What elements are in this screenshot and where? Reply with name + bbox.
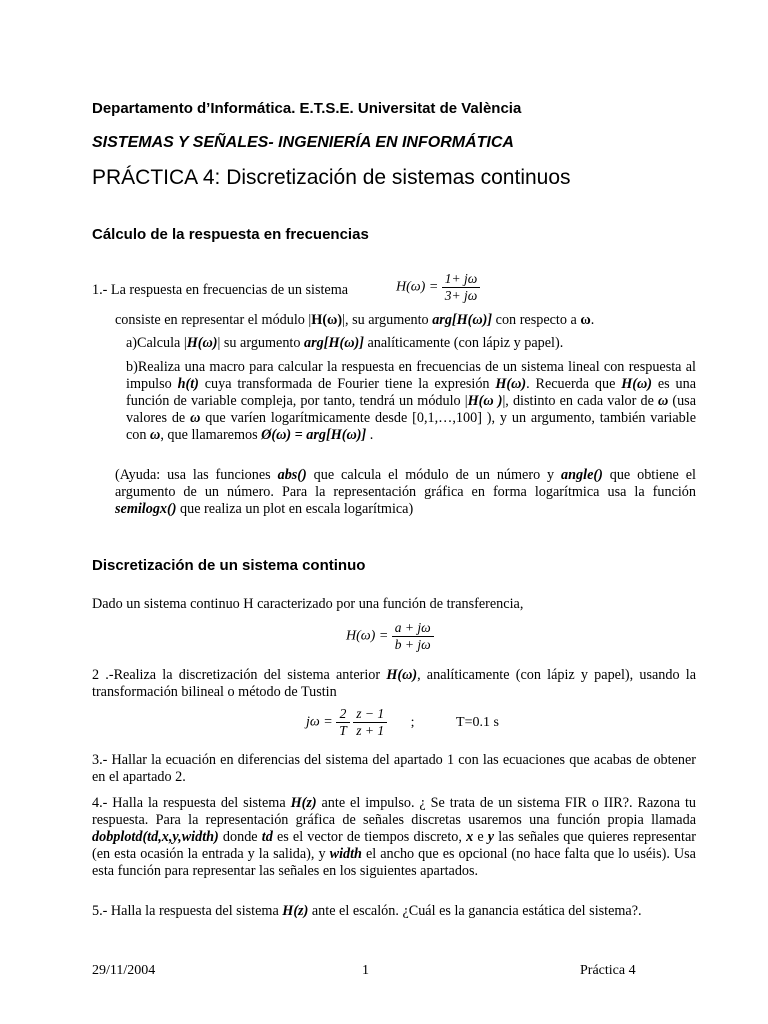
equation-2-numerator: a + jω bbox=[394, 620, 431, 635]
equation-2 bbox=[346, 620, 434, 653]
equation-2-denominator: b + jω bbox=[392, 636, 434, 653]
section-heading-frequency: Cálculo de la respuesta en frecuencias bbox=[92, 226, 369, 243]
equation-2-fraction bbox=[392, 620, 434, 653]
question-1b: b)Realiza una macro para calcular la respuesta en frecuencias de un sistema lineal con respuesta al impulso h(t) cuya transformada de Fourier tiene la expresión H(ω). Recuerda que H(ω) es una función de variable compleja, por tanto, tendrá un módulo |H(ω )|, distinto en cada valor de ω (usa valores de ω que varíen logarítmicamente desde [0,1,…,100] ), y un argumento, también variable con ω, que llamaremos Ø(ω) = arg[H(ω)] . bbox=[126, 359, 696, 443]
question-1-help: (Ayuda: usa las funciones abs() que calcula el módulo de un número y angle() que obtiene el argumento de un número. Para la representación gráfica en forma logarítmica usa la función semilogx() que realiza un plot en escala logarítmica) bbox=[115, 467, 696, 517]
page-title: PRÁCTICA 4: Discretización de sistemas continuos bbox=[92, 166, 571, 189]
department-header: Departamento d’Informática. E.T.S.E. Universitat de València bbox=[92, 100, 522, 117]
question-2: 2 .-Realiza la discretización del sistema anterior H(ω), analíticamente (con lápiz y papel), usando la transformación bilineal o método de Tustin bbox=[92, 667, 697, 700]
equation-1 bbox=[396, 271, 480, 304]
equation-1-denominator: 3+ jω bbox=[442, 287, 481, 304]
equation-1-lhs: H(ω) = bbox=[396, 279, 439, 295]
equation-1-numerator: 1+ jω bbox=[444, 271, 478, 286]
section-2-intro: Dado un sistema continuo H caracterizado por una función de transferencia, bbox=[92, 596, 524, 612]
footer-date: 29/11/2004 bbox=[92, 963, 156, 978]
equation-3-lhs: jω = bbox=[306, 714, 333, 730]
footer-label: Práctica 4 bbox=[580, 963, 636, 978]
question-3: 3.- Hallar la ecuación en diferencias del sistema del apartado 1 con las ecuaciones que acabas de obtener en el apartado 2. bbox=[92, 752, 696, 785]
question-4: 4.- Halla la respuesta del sistema H(z) ante el impulso. ¿ Se trata de un sistema FIR o IIR?. Razona tu respuesta. Para la representación gráfica de señales discretas usaremos una función propia llamada dobplotd(td,x,y,width) donde td es el vector de tiempos discreto, x e y las señales que quieres representar (en esta ocasión la entrada y la salida), y width el ancho que es opcional (no hace falta que lo uséis). Usa esta función para representar las señales en los siguientes apartados. bbox=[92, 795, 696, 879]
equation-3-t-value: T=0.1 s bbox=[456, 714, 499, 730]
question-5: 5.- Halla la respuesta del sistema H(z) ante el escalón. ¿Cuál es la ganancia estática del sistema?. bbox=[92, 903, 642, 919]
equation-2-lhs: H(ω) = bbox=[346, 628, 389, 644]
question-1-description: consiste en representar el módulo |H(ω)|, su argumento arg[H(ω)] con respecto a ω. bbox=[115, 312, 595, 328]
footer-page-number: 1 bbox=[362, 963, 369, 978]
equation-1-fraction bbox=[442, 271, 481, 304]
equation-3 bbox=[306, 706, 499, 739]
equation-3-separator: ; bbox=[410, 714, 415, 730]
question-1a: a)Calcula |H(ω)| su argumento arg[H(ω)] analíticamente (con lápiz y papel). bbox=[126, 335, 564, 351]
section-heading-discretization: Discretización de un sistema continuo bbox=[92, 557, 366, 574]
course-title: SISTEMAS Y SEÑALES- INGENIERÍA EN INFORMÁTICA bbox=[92, 134, 514, 151]
equation-3-coefficient: $\frac{2}{T}$ bbox=[336, 706, 350, 739]
equation-3-fraction: $\frac{z - 1}{z + 1}$ bbox=[353, 706, 387, 739]
question-1-intro: 1.- La respuesta en frecuencias de un sistema bbox=[92, 282, 349, 298]
